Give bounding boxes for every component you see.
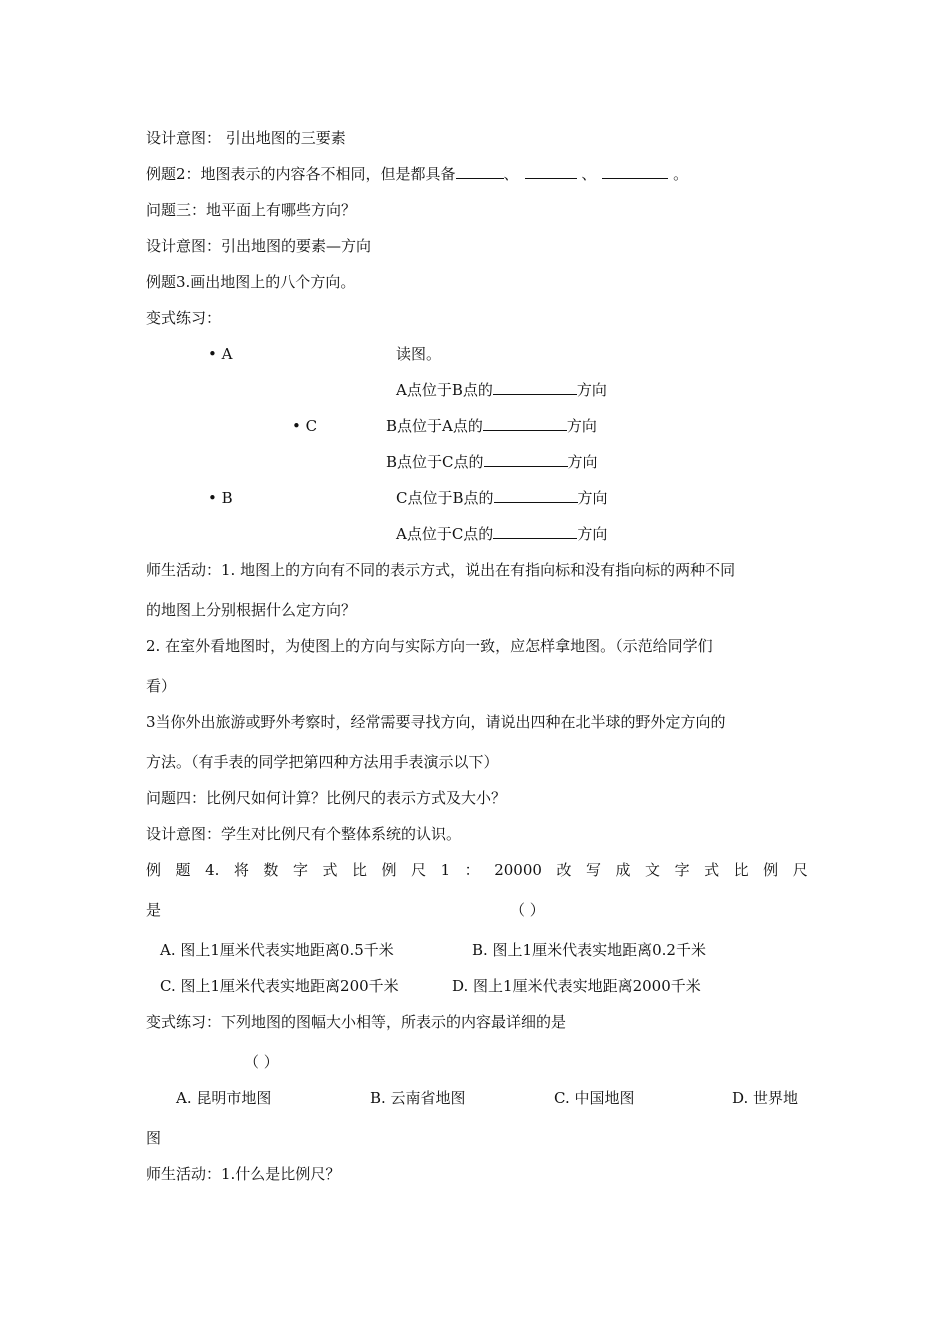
point-b-label: • B bbox=[208, 489, 233, 507]
direction-question-5 bbox=[396, 524, 607, 544]
text-char: 20000 bbox=[494, 861, 542, 879]
text-char: 比 bbox=[733, 861, 749, 879]
answer-parentheses-2: （ ） bbox=[244, 1053, 279, 1071]
text-char: 字 bbox=[292, 861, 308, 879]
text-char: 成 bbox=[615, 861, 631, 879]
option-c-1: C. 图上1厘米代表实地距离200千米 bbox=[160, 977, 399, 995]
answer-parentheses-1: （ ） bbox=[510, 901, 545, 919]
activity-1-line-5: 3当你外出旅游或野外考察时，经常需要寻找方向，请说出四种在北半球的野外定方向的 bbox=[146, 713, 726, 731]
fill-blank bbox=[484, 452, 568, 467]
fill-blank bbox=[493, 524, 577, 539]
activity-1-line-3: 2. 在室外看地图时，为使图上的方向与实际方向一致，应怎样拿地图。（示范给同学们 bbox=[146, 637, 713, 655]
text-char: 例 bbox=[763, 861, 779, 879]
design-intent-2: 设计意图：引出地图的要素—方向 bbox=[146, 237, 372, 255]
example-2-text: 例题2：地图表示的内容各不相同，但是都具备 bbox=[146, 165, 456, 183]
text-char: 式 bbox=[322, 861, 338, 879]
direction-question-1 bbox=[396, 380, 607, 400]
text-char: 尺 bbox=[792, 861, 808, 879]
question-prefix: B点位于A点的 bbox=[386, 417, 483, 435]
example-2-end: 。 bbox=[668, 165, 689, 183]
variant-exercise-2: 变式练习：下列地图的图幅大小相等，所表示的内容最详细的是 bbox=[146, 1013, 567, 1031]
question-suffix: 方向 bbox=[577, 489, 608, 507]
read-map-title: 读图。 bbox=[396, 345, 442, 363]
option-b-2: B. 云南省地图 bbox=[370, 1089, 466, 1107]
fill-blank-1 bbox=[456, 164, 504, 179]
option-d-2: D. 世界地 bbox=[732, 1089, 799, 1107]
activity-1-line-6: 方法。（有手表的同学把第四种方法用手表演示以下） bbox=[146, 753, 499, 771]
text-char: 字 bbox=[674, 861, 690, 879]
option-d-2-wrap: 图 bbox=[146, 1129, 162, 1147]
fill-blank bbox=[483, 416, 567, 431]
question-suffix: 方向 bbox=[577, 525, 608, 543]
fill-blank bbox=[494, 488, 578, 503]
question-prefix: A点位于C点的 bbox=[396, 525, 494, 543]
example-3: 例题3.画出地图上的八个方向。 bbox=[146, 273, 356, 291]
text-char: 改 bbox=[556, 861, 572, 879]
question-suffix: 方向 bbox=[566, 417, 597, 435]
option-d-1: D. 图上1厘米代表实地距离2000千米 bbox=[452, 977, 701, 995]
text-char: 题 bbox=[175, 861, 191, 879]
text-char: 式 bbox=[704, 861, 720, 879]
question-suffix: 方向 bbox=[567, 453, 598, 471]
activity-2: 师生活动：1.什么是比例尺？ bbox=[146, 1165, 341, 1183]
text-char: 4. bbox=[205, 861, 220, 879]
point-a-label: • A bbox=[208, 345, 233, 363]
text-char: 将 bbox=[233, 861, 249, 879]
fill-blank-3 bbox=[602, 164, 668, 179]
question-prefix: A点位于B点的 bbox=[396, 381, 493, 399]
option-b-1: B. 图上1厘米代表实地距离0.2千米 bbox=[472, 941, 706, 959]
fill-blank-2 bbox=[525, 164, 577, 179]
example-2 bbox=[146, 164, 688, 184]
point-c-label: • C bbox=[292, 417, 318, 435]
question-4: 问题四：比例尺如何计算？比例尺的表示方式及大小？ bbox=[146, 789, 507, 807]
option-a-1: A. 图上1厘米代表实地距离0.5千米 bbox=[160, 941, 394, 959]
direction-question-4 bbox=[396, 488, 608, 508]
question-prefix: B点位于C点的 bbox=[386, 453, 484, 471]
activity-1-line-2: 的地图上分别根据什么定方向？ bbox=[146, 601, 357, 619]
option-c-2: C. 中国地图 bbox=[554, 1089, 635, 1107]
question-3: 问题三：地平面上有哪些方向？ bbox=[146, 201, 357, 219]
direction-question-3 bbox=[386, 452, 598, 472]
option-a-2: A. 昆明市地图 bbox=[176, 1089, 272, 1107]
text-char: 比 bbox=[352, 861, 368, 879]
text-char: 写 bbox=[585, 861, 601, 879]
design-intent-1: 设计意图： 引出地图的三要素 bbox=[146, 129, 346, 147]
text-char: 文 bbox=[645, 861, 661, 879]
example-2-sep-2: 、 bbox=[576, 165, 597, 183]
text-char: 1 bbox=[440, 861, 451, 879]
question-suffix: 方向 bbox=[576, 381, 607, 399]
text-char: 例 bbox=[381, 861, 397, 879]
text-char: ： bbox=[464, 861, 480, 879]
fill-blank bbox=[493, 380, 577, 395]
example-4-line-1 bbox=[146, 860, 808, 880]
question-prefix: C点位于B点的 bbox=[396, 489, 494, 507]
text-char: 尺 bbox=[411, 861, 427, 879]
text-char: 数 bbox=[263, 861, 279, 879]
activity-1-line-4: 看） bbox=[146, 677, 177, 695]
example-2-sep-1: 、 bbox=[503, 165, 519, 183]
direction-question-2 bbox=[386, 416, 597, 436]
variant-exercise-1: 变式练习： bbox=[146, 309, 222, 327]
example-4-line-2-left: 是 bbox=[146, 901, 162, 919]
text-char: 例 bbox=[146, 861, 162, 879]
activity-1-line-1: 师生活动：1. 地图上的方向有不同的表示方式，说出在有指向标和没有指向标的两种不同 bbox=[146, 561, 736, 579]
design-intent-3: 设计意图：学生对比例尺有个整体系统的认识。 bbox=[146, 825, 462, 843]
